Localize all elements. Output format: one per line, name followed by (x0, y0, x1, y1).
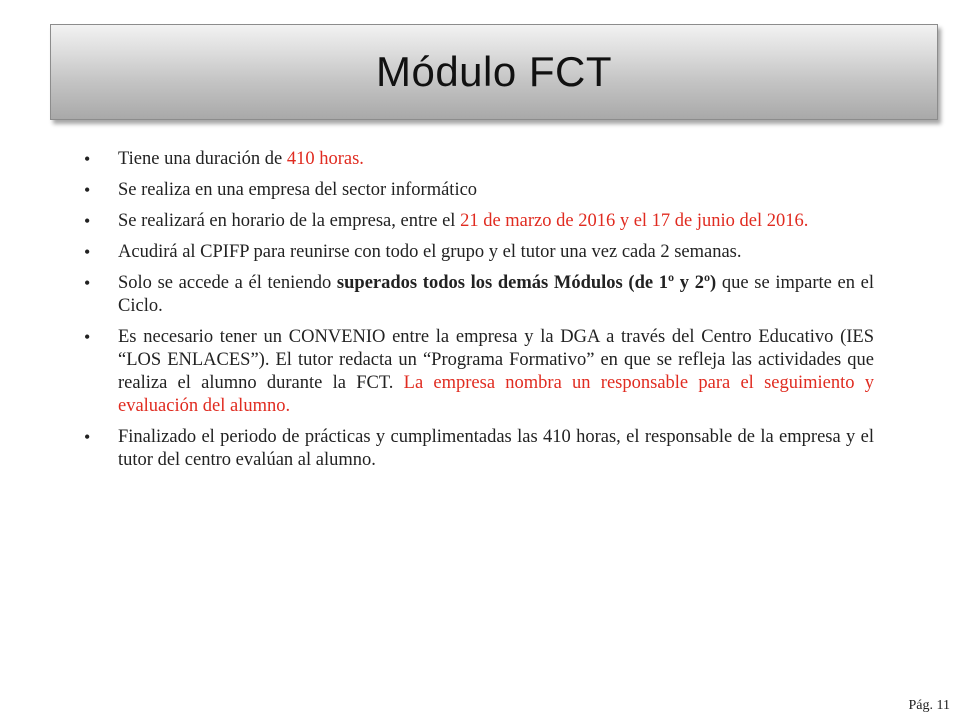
text-span: Acudirá al CPIFP para reunirse con todo el grupo y el tutor una vez cada 2 semanas. (118, 242, 742, 262)
bullet-dot-icon: • (84, 149, 91, 169)
bullet-item (84, 426, 874, 472)
bullet-dot-icon: • (84, 242, 91, 262)
bullet-item (84, 326, 874, 418)
text-span: Es necesario tener un CONVENIO entre la empresa y la DGA a través del Centro Educativo (IES “LOS ENLACES”). El tutor redacta un “Programa Formativo” en que se refleja las actividades que realiza el alumno durante la FCT. (118, 327, 874, 393)
bullet-text (118, 272, 874, 318)
bullet-list (84, 148, 874, 480)
bullet-dot-icon: • (84, 327, 91, 347)
bullet-item (84, 148, 874, 171)
bullet-text (118, 426, 874, 472)
page-number: Pág. 11 (908, 698, 950, 713)
bullet-text (118, 179, 874, 202)
bullet-dot-icon: • (84, 273, 91, 293)
bullet-text (118, 241, 874, 264)
title-banner (50, 24, 938, 120)
text-span: Solo se accede a él teniendo (118, 273, 337, 293)
bullet-dot-icon: • (84, 211, 91, 231)
text-span: Se realizará en horario de la empresa, entre el (118, 211, 461, 231)
highlight-span: La empresa nombra un responsable para el seguimiento y evaluación del alumno. (118, 373, 874, 416)
bullet-item (84, 179, 874, 202)
bullet-dot-icon: • (84, 427, 91, 447)
text-span: Finalizado el periodo de prácticas y cumplimentadas las 410 horas, el responsable de la empresa y el tutor del centro evalúan al alumno. (118, 427, 874, 470)
bullet-item (84, 272, 874, 318)
bullet-text (118, 148, 874, 171)
highlight-span: 21 de marzo de 2016 y el 17 de junio del 2016. (460, 211, 809, 231)
text-span: Se realiza en una empresa del sector informático (118, 180, 478, 200)
bold-span: superados todos los demás Módulos (de 1º y 2º) (336, 273, 717, 293)
text-span: Tiene una duración de (118, 149, 287, 169)
bullet-item (84, 241, 874, 264)
bullet-text (118, 210, 874, 233)
highlight-span: 410 horas. (286, 149, 364, 169)
text-span: que se imparte en el Ciclo. (118, 273, 874, 316)
bullet-dot-icon: • (84, 180, 91, 200)
bullet-item (84, 210, 874, 233)
slide-title: Módulo FCT (375, 48, 613, 95)
bullet-text (118, 326, 874, 418)
